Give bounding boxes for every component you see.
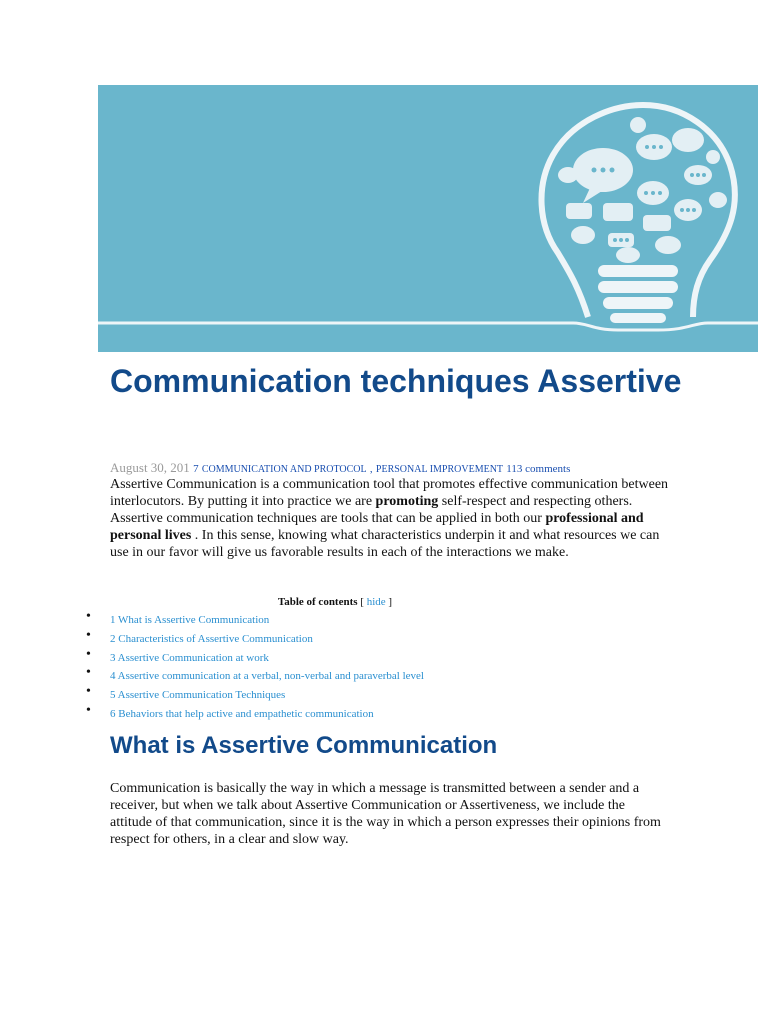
intro-text-3: . In this sense, knowing what characteristics underpin it and what resources we can use in our favor will give us favorable results in each of the interactions we make. (110, 528, 660, 560)
toc-link-1[interactable]: 1 What is Assertive Communication (110, 614, 270, 626)
section-paragraph: Communication is basically the way in which a message is transmitted between a sender and a receiver, but when we talk about Assertive Communication or Assertiveness, we include the attitude of that communication, since it is the way in which a person expresses their opinions from respect for others, in a clear and slow way. (110, 781, 661, 847)
hero-image (98, 85, 758, 352)
toc-link-4[interactable]: 4 Assertive communication at a verbal, non-verbal and paraverbal level (110, 670, 424, 683)
toc-hide-link[interactable]: hide (366, 596, 386, 608)
intro-text-2: self-respect and respecting others. Assertive communication techniques are tools that can be applied in both our (110, 494, 633, 526)
category-link-communication[interactable]: COMMUNICATION AND PROTOCOL (201, 464, 367, 475)
bullet-icon: • (86, 609, 91, 624)
bullet-icon: • (86, 702, 91, 718)
toc-link-3[interactable]: 3 Assertive Communication at work (110, 651, 269, 664)
post-date: August 30, 201 (110, 460, 190, 475)
intro-text-1: Assertive Communication is a communication tool that promotes effective communication between interlocutors. By putting it into practice we are (110, 477, 669, 509)
date-suffix: 7 (193, 463, 199, 475)
category-separator: , (369, 463, 373, 475)
toc-header (110, 596, 560, 608)
lightbulb-icon (98, 85, 758, 352)
intro-bold-2: professional and personal lives (110, 511, 644, 543)
category-link-personal[interactable]: PERSONAL IMPROVEMENT (375, 464, 504, 475)
bullet-icon: • (86, 665, 91, 681)
page-title: Communication techniques Assertive (110, 363, 682, 399)
section-heading: What is Assertive Communication (110, 732, 498, 759)
toc-link-6[interactable]: 6 Behaviors that help active and empathetic communication (110, 707, 374, 720)
toc-link-5[interactable]: 5 Assertive Communication Techniques (110, 689, 286, 702)
toc-link-2[interactable]: 2 Characteristics of Assertive Communication (110, 632, 313, 645)
bullet-icon: • (86, 627, 91, 643)
toc-bracket-close: ] (388, 596, 393, 608)
comments-link[interactable]: 113 comments (506, 463, 571, 475)
toc-label: Table of contents (277, 596, 358, 608)
intro-paragraph (110, 476, 670, 561)
toc-bracket-open: [ (360, 596, 364, 608)
bullet-icon: • (86, 646, 91, 662)
intro-bold-1: promoting (375, 494, 439, 509)
bullet-icon: • (86, 684, 91, 700)
